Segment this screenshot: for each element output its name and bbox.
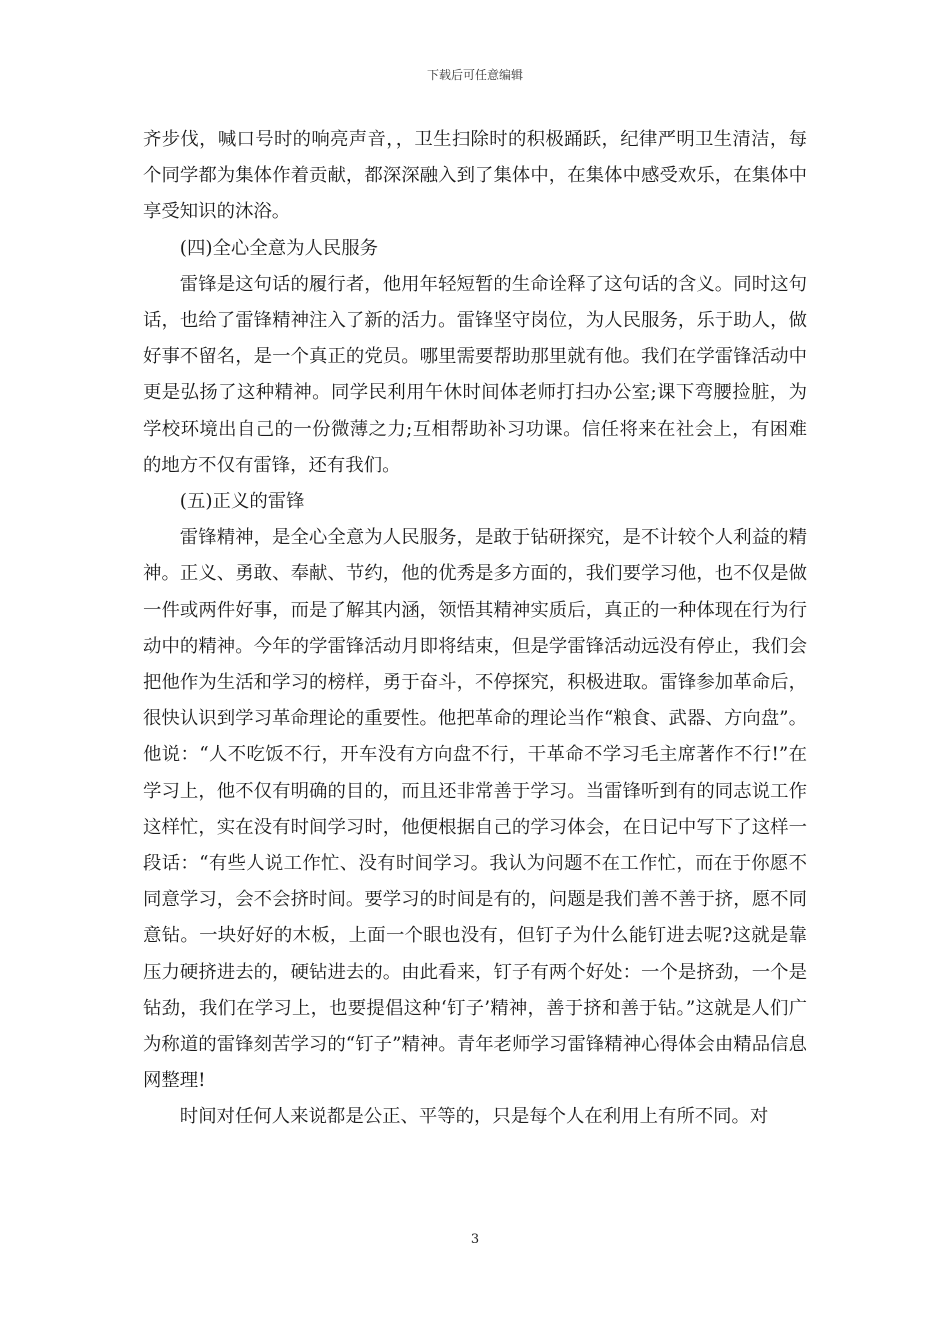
paragraph-serve-people: 雷锋是这句话的履行者，他用年轻短暂的生命诠释了这句话的含义。同时这句话，也给了雷锋精神注入了新的活力。雷锋坚守岗位，为人民服务，乐于助人，做好事不留名，是一个真正的党员。哪里需要帮助那里就有他。我们在学雷锋活动中更是弘扬了这种精神。同学民利用午休时间体老师打扫办公室;课下弯腰捡脏，为学校环境出自己的一份微薄之力;互相帮助补习功课。信任将来在社会上，有困难的地方不仅有雷锋，还有我们。 bbox=[143, 273, 807, 476]
document-body bbox=[143, 122, 807, 1136]
page-header-note: 下载后可任意编辑 bbox=[426, 68, 523, 82]
paragraph-time: 时间对任何人来说都是公正、平等的，只是每个人在利用上有所不同。对 bbox=[179, 1106, 769, 1128]
page-number: 3 bbox=[470, 1232, 480, 1247]
section-heading-5: (五)正义的雷锋 bbox=[179, 491, 305, 513]
paragraph-continuation: 齐步伐，喊口号时的响亮声音，，卫生扫除时的积极踊跃，纪律严明卫生清洁，每个同学都为集体作着贡献，都深深融入到了集体中，在集体中感受欢乐，在集体中享受知识的沐浴。 bbox=[143, 129, 807, 223]
section-heading-4: (四)全心全意为人民服务 bbox=[179, 237, 379, 259]
paragraph-righteous-leifeng: 雷锋精神，是全心全意为人民服务，是敢于钻研探究，是不计较个人利益的精神。正义、勇敢、奉献、节约，他的优秀是多方面的，我们要学习他，也不仅是做一件或两件好事，而是了解其内涵，领悟其精神实质后，真正的一种体现在行为行动中的精神。今年的学雷锋活动月即将结束，但是学雷锋活动远没有停止，我们会把他作为生活和学习的榜样，勇于奋斗，不停探究，积极进取。雷锋参加革命后，很快认识到学习革命理论的重要性。他把革命的理论当作“粮食、武器、方向盘”。他说：“人不吃饭不行，开车没有方向盘不行，干革命不学习毛主席著作不行!”在学习上，他不仅有明确的目的，而且还非常善于学习。当雷锋听到有的同志说工作这样忙，实在没有时间学习时，他便根据自己的学习体会，在日记中写下了这样一段话：“有些人说工作忙、没有时间学习。我认为问题不在工作忙，而在于你愿不同意学习，会不会挤时间。要学习的时间是有的，问题是我们善不善于挤，愿不同意钻。一块好好的木板，上面一个眼也没有，但钉子为什么能钉进去呢?这就是靠压力硬挤进去的，硬钻进去的。由此看来，钉子有两个好处：一个是挤劲，一个是钻劲，我们在学习上，也要提倡这种‘钉子’精神，善于挤和善于钻。”这就是人们广为称道的雷锋刻苦学习的“钉子”精神。青年老师学习雷锋精神心得体会由精品信息网整理! bbox=[143, 527, 807, 1092]
